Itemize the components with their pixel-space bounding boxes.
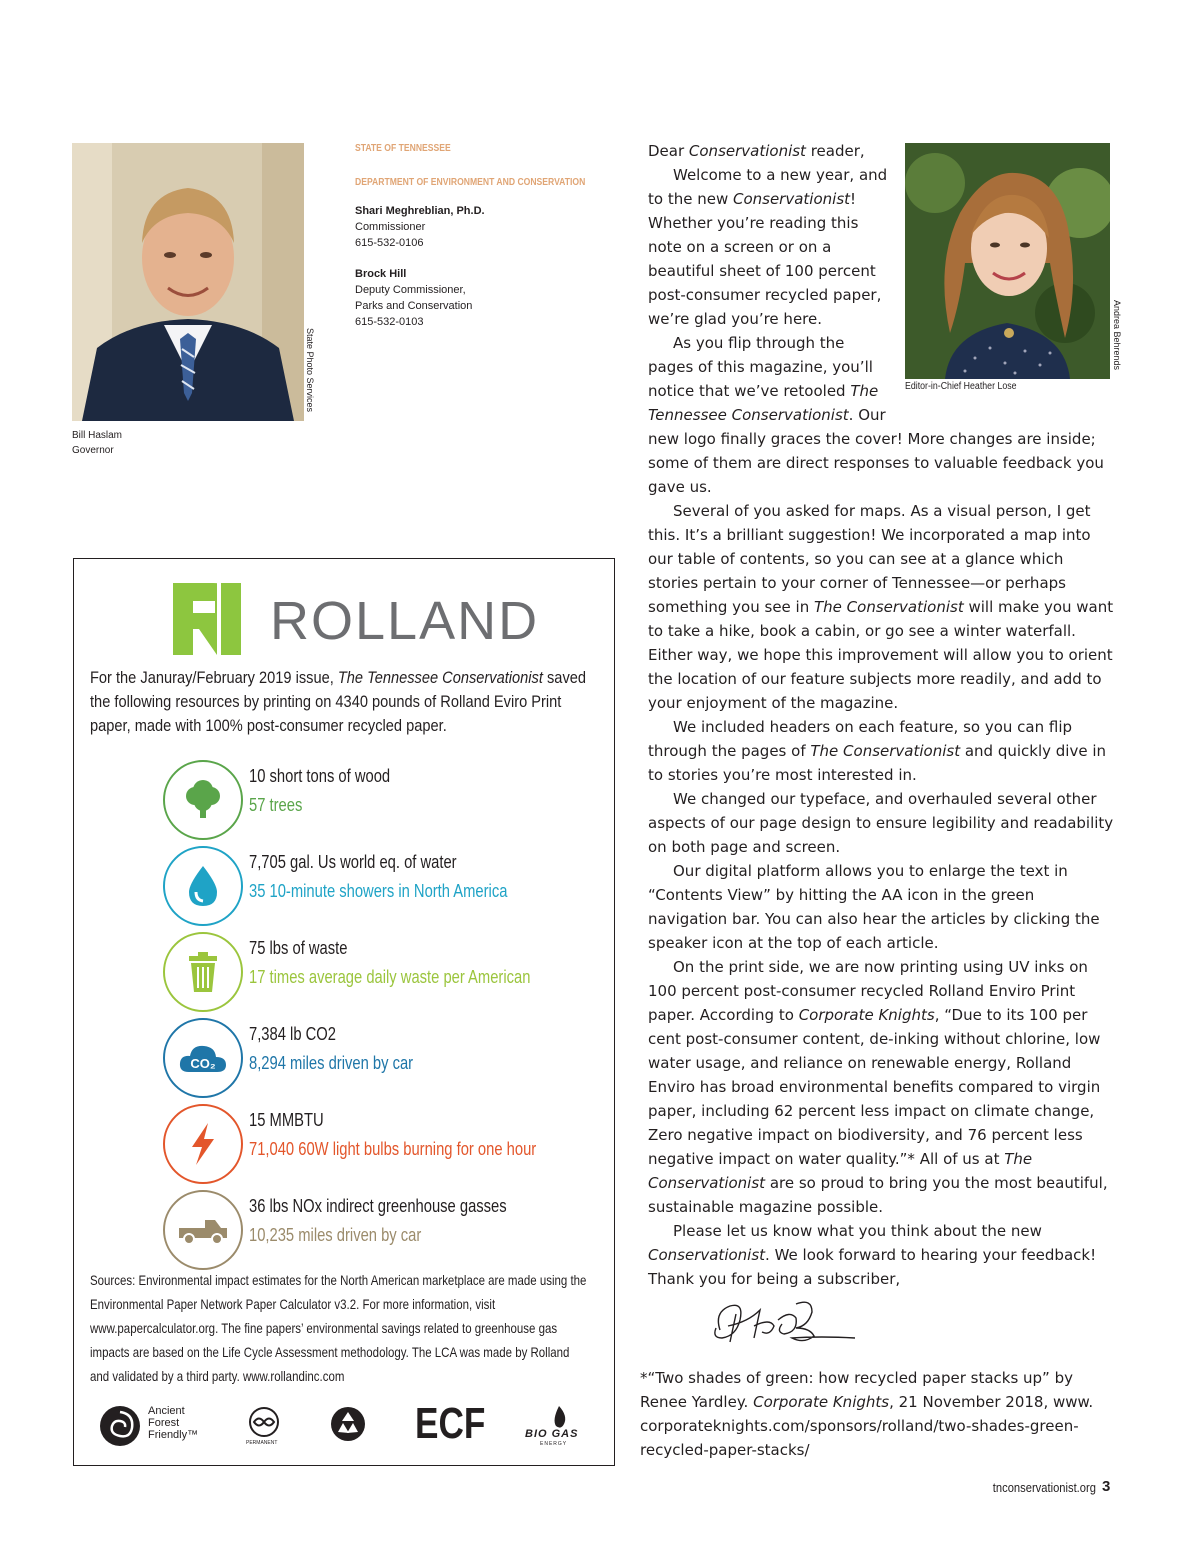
deputy-title-2: Parks and Conservation xyxy=(355,300,473,312)
stat-item xyxy=(249,762,579,820)
signature xyxy=(700,1292,860,1352)
stat-item xyxy=(249,1106,579,1164)
co2-cloud-icon xyxy=(163,1018,243,1098)
letter-p1-line6: post-consumer recycled paper, xyxy=(648,286,882,304)
biogas-sub-label: ENERGY xyxy=(540,1441,568,1447)
stat-main-text: 15 MMBTU xyxy=(249,1110,324,1130)
trash-can-icon xyxy=(163,932,243,1012)
governor-title: Governor xyxy=(72,445,114,456)
governor-name: Bill Haslam xyxy=(72,430,123,441)
stat-sub-text: 10,235 miles driven by car xyxy=(249,1225,422,1245)
footnote: *“Two shades of green: how recycled paper stacks up” by Renee Yardley. Corporate Knights, 21 November 2018, www. corporateknights.com/sponsors/rolland/two-shades-green-recycled-paper-stacks/ xyxy=(640,1369,1094,1459)
footer-url: tnconservationist.org xyxy=(992,1480,1096,1495)
letter-paragraph-4: We included headers on each feature, so you can flip through the pages of The Conservationist and quickly dive in to stories you’re most interested in. xyxy=(648,718,1107,784)
letter-paragraph-6: Our digital platform allows you to enlarge the text in “Contents View” by hitting the AA icon in the green navigation bar. You can also hear the articles by clicking the speaker icon at the top of each article. xyxy=(648,862,1100,952)
letter-closing: Thank you for being a subscriber, xyxy=(648,1270,901,1288)
department-block xyxy=(355,143,625,330)
tree-icon xyxy=(163,760,243,840)
governor-photo xyxy=(72,143,304,421)
biogas-label: BIO GAS xyxy=(525,1428,579,1440)
rolland-logo-text: ROLLAND xyxy=(270,591,540,651)
stat-main-text: 10 short tons of wood xyxy=(249,766,391,786)
ancient-forest-friendly-label: Ancient Forest Friendly™ xyxy=(148,1405,199,1441)
letter-p1-line1: Welcome to a new year, and xyxy=(673,166,888,184)
letter-paragraph-7: On the print side, we are now printing using UV inks on 100 percent post-consumer recycled Rolland Enviro Print paper. According to Corporate Knights, “Due to its 100 per cent post-consumer content, de-inking without chlorine, low water usage, and reliance on renewable energy, Rolland Enviro has broad environmental benefits compared to virgin paper, including 62 percent less impact on climate change, Zero negative impact on biodiversity, and 76 percent less negative impact on water quality.”* All of us at The Conservationist are so proud to bring you the most beautiful, sustainable magazine possible. xyxy=(648,958,1108,1216)
truck-icon xyxy=(163,1190,243,1270)
letter-p2-line3: notice that we’ve retooled The xyxy=(648,382,879,400)
letter-p1-line5: beautiful sheet of 100 percent xyxy=(648,262,876,280)
commissioner-name: Shari Meghreblian, Ph.D. xyxy=(355,205,485,217)
letter-p1-line3: Whether you’re reading this xyxy=(648,214,859,232)
state-heading: STATE OF TENNESSEE xyxy=(355,143,451,154)
biogas-flame-icon xyxy=(548,1406,570,1430)
stat-item xyxy=(249,1192,579,1250)
letter-p2-line5: new logo finally graces the cover! More changes are inside; xyxy=(648,430,1096,448)
governor-portrait-illustration xyxy=(72,143,304,421)
letter-p1-line4: note on a screen or on a xyxy=(648,238,832,256)
letter-p1-line7: we’re glad you’re here. xyxy=(648,310,823,328)
stat-item xyxy=(249,848,579,906)
permanent-paper-icon xyxy=(248,1406,280,1438)
rolland-sources: Sources: Environmental impact estimates for the North American marketplace are made using the Environmental Paper Network Paper Calculator v3.2. For more information, visit www.papercalculator.org. The fine papers’ environmental savings related to greenhouse gas impacts are based on the Life Cycle Assessment methodology. The LCA was made by Rolland and validated by a third party. www.rollandinc.com xyxy=(90,1272,587,1384)
governor-photo-credit: State Photo Services xyxy=(305,328,315,413)
editor-photo-credit: Andrea Behrends xyxy=(1112,300,1122,371)
department-heading: DEPARTMENT OF ENVIRONMENT AND CONSERVATION xyxy=(355,177,586,188)
ancient-forest-spiral-icon xyxy=(98,1404,146,1448)
stat-sub-text: 17 times average daily waste per American xyxy=(249,967,531,987)
letter-p2-line7: gave us. xyxy=(648,478,712,496)
editor-caption: Editor-in-Chief Heather Lose xyxy=(905,381,1017,392)
water-drop-icon xyxy=(163,846,243,926)
commissioner-title: Commissioner xyxy=(355,221,426,233)
letter-paragraph-8: Please let us know what you think about the new Conservationist. We look forward to hearing your feedback! xyxy=(648,1222,1097,1264)
editor-letter xyxy=(648,139,1118,1291)
stat-item xyxy=(249,1020,579,1078)
letter-p2-line6: some of them are direct responses to valuable feedback you xyxy=(648,454,1104,472)
letter-p2-line2: pages of this magazine, you’ll xyxy=(648,358,873,376)
stat-sub-text: 71,040 60W light bulbs burning for one hour xyxy=(249,1139,537,1159)
svg-text:CO₂: CO₂ xyxy=(190,1056,216,1071)
letter-greeting: Dear Conservationist reader, xyxy=(648,142,865,160)
stat-main-text: 75 lbs of waste xyxy=(249,938,348,958)
deputy-title-1: Deputy Commissioner, xyxy=(355,284,466,296)
governor-caption xyxy=(72,428,122,458)
stat-main-text: 36 lbs NOx indirect greenhouse gasses xyxy=(249,1196,507,1216)
recycle-icon xyxy=(330,1406,366,1442)
deputy-name: Brock Hill xyxy=(355,268,407,280)
letter-p2-line1: As you flip through the xyxy=(673,334,845,352)
lightning-icon xyxy=(163,1104,243,1184)
rolland-intro: For the Januray/February 2019 issue, The Tennessee Conservationist saved the following resources by printing on 4340 pounds of Rolland Eviro Print paper, made with 100% post-consumer recycled paper. xyxy=(90,668,587,735)
commissioner-phone: 615-532-0106 xyxy=(355,237,424,249)
letter-paragraph-5: We changed our typeface, and overhauled several other aspects of our page design to ensure legibility and readability on both page and screen. xyxy=(648,790,1114,856)
permanent-label: PERMANENT xyxy=(246,1440,278,1446)
stat-main-text: 7,384 lb CO2 xyxy=(249,1024,336,1044)
stat-sub-text: 8,294 miles driven by car xyxy=(249,1053,414,1073)
rolland-logo-mark xyxy=(173,583,241,655)
deputy-phone: 615-532-0103 xyxy=(355,316,424,328)
stat-item xyxy=(249,934,579,992)
letter-p1-line2: to the new Conservationist! xyxy=(648,190,857,208)
letter-p2-line4: Tennessee Conservationist. Our xyxy=(648,406,886,424)
stat-sub-text: 35 10-minute showers in North America xyxy=(249,881,508,901)
ecf-logo: ECF xyxy=(415,1399,486,1448)
stat-sub-text: 57 trees xyxy=(249,795,303,815)
letter-paragraph-3: Several of you asked for maps. As a visual person, I get this. It’s a brilliant suggestion! We incorporated a map into our table of contents, so you can see at a glance which stories pertain to your corner of Tennessee—or perhaps something you see in The Conservationist will make you want to take a hike, book a cabin, or go see a winter waterfall. Either way, we hope this improvement will allow you to orient the location of our feature subjects more readily, and add to your enjoyment of the magazine. xyxy=(648,502,1114,712)
stat-main-text: 7,705 gal. Us world eq. of water xyxy=(249,852,457,872)
page-number: 3 xyxy=(1102,1478,1111,1495)
